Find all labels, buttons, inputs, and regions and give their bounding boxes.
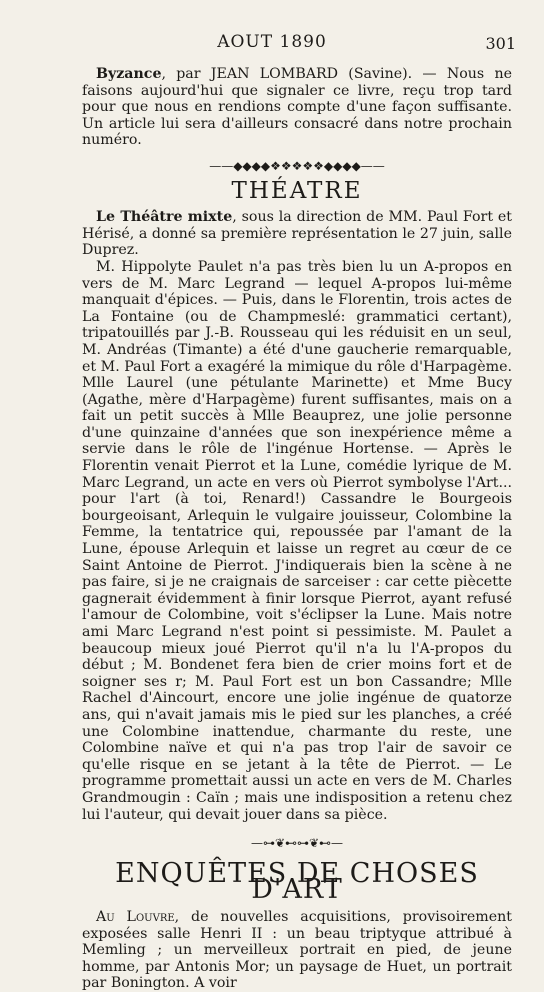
review-text: , par JEAN LOMBARD (Savine). — Nous ne faisons aujourd'hui que signaler ce livre, reçu trop tard pour que nous en rendions compte d'une façon suffisante. Un article lui sera d'ailleurs consacré dans notre prochain numéro. (82, 66, 512, 149)
review-paragraph (82, 66, 512, 149)
page-header (0, 28, 544, 58)
separator-ornament: ——◆◆◆◆❖❖❖❖❖◆◆◆◆—— (209, 158, 385, 173)
theatre-lead: Le Théâtre mixte (96, 209, 233, 226)
page-number: 301 (485, 34, 516, 53)
theatre-p1-text: , sous la direction de MM. Paul Fort et Hérisé, a donné sa première représentation le 27 juin, salle Duprez. (82, 209, 513, 259)
review-title: Byzance (96, 66, 162, 82)
page-body (82, 66, 512, 992)
theatre-paragraph-1 (82, 209, 512, 259)
theatre-paragraph-2: M. Hippolyte Paulet n'a pas très bien lu un A-propos en vers de M. Marc Legrand — lequel A-propos lui-même manquait d'épices. — Puis, dans le Florentin, trois actes de La Fontaine (ou de Champmeslé: grammatici certant), tripatouillés par J.-B. Rousseau qui les réduisit en un seul, M. Andréas (Timante) a été d'une gaucherie remarquable, et M. Paul Fort a exagéré la mimique du rôle d'Harpagème. Mlle Laurel (une pétulante Marinette) et Mme Bucy (Agathe, mère d'Harpagème) furent suffisantes, mais on a fait un petit succès à Mlle Beauprez, une jolie personne d'une quinzaine d'années que son inexpérience même a servie dans le rôle de l'ingénue Hortense. — Après le Florentin venait Pierrot et la Lune, comédie lyrique de M. Marc Legrand, un acte en vers où Pierrot symbolyse l'Art... pour l'art (à toi, Renard!) Cassandre le Bourgeois bourgeoisant, Arlequin le vulgaire jouisseur, Colombine la Femme, la tentatrice qui, repoussée par l'amant de la Lune, épouse Arlequin et laisse un regret au cœur de ce Saint Antoine de Pierrot. J'indiquerais bien la scène à ne pas faire, si je ne craignais de sarceiser : car cette piècette gagnerait évidemment à finir lorsque Pierrot, ayant refusé l'amour de Colombine, voit s'éclipser la Lune. Mais notre ami Marc Legrand n'est point si pessimiste. M. Paulet a beaucoup mieux joué Pierrot qu'il n'a lu l'A-propos du début ; M. Bondenet fera bien de crier moins fort et de soigner ses r; M. Paul Fort est un bon Cassandre; Mlle Rachel d'Aincourt, encore une jolie ingénue de quatorze ans, qui n'avait jamais mis le pied sur les planches, a créé une Colombine inattendue, charmante du reste, une Colombine naïve et qui n'a pas trop l'air de savoir ce qu'elle risque en se jetant à la tête de Pierrot. — Le programme promettait aussi un acte en vers de M. Charles Grandmougin : Caïn ; mais une indisposition a retenu chez lui l'auteur, qui devait jouer dans sa pièce. (82, 258, 512, 823)
enquetes-paragraph-1 (82, 909, 512, 992)
section-title-enquetes: ENQUÊTES DE CHOSES D'ART (115, 857, 479, 906)
enquetes-lead: Au Louvre (96, 908, 175, 925)
separator-vignette: —⊶❦⊷⊶❦⊷— (250, 836, 344, 851)
running-head-date: AOUT 1890 (217, 32, 327, 52)
section-title-theatre: THÉATRE (231, 177, 363, 204)
enquetes-p1-text: , de nouvelles acquisitions, provisoirement exposées salle Henri II : un beau triptyque attribué à Memling ; un merveilleux portrait en pied, de jeune homme, par Antonis Mor; un paysage de Huet, un portrait par Bonington. A voir (82, 908, 512, 992)
